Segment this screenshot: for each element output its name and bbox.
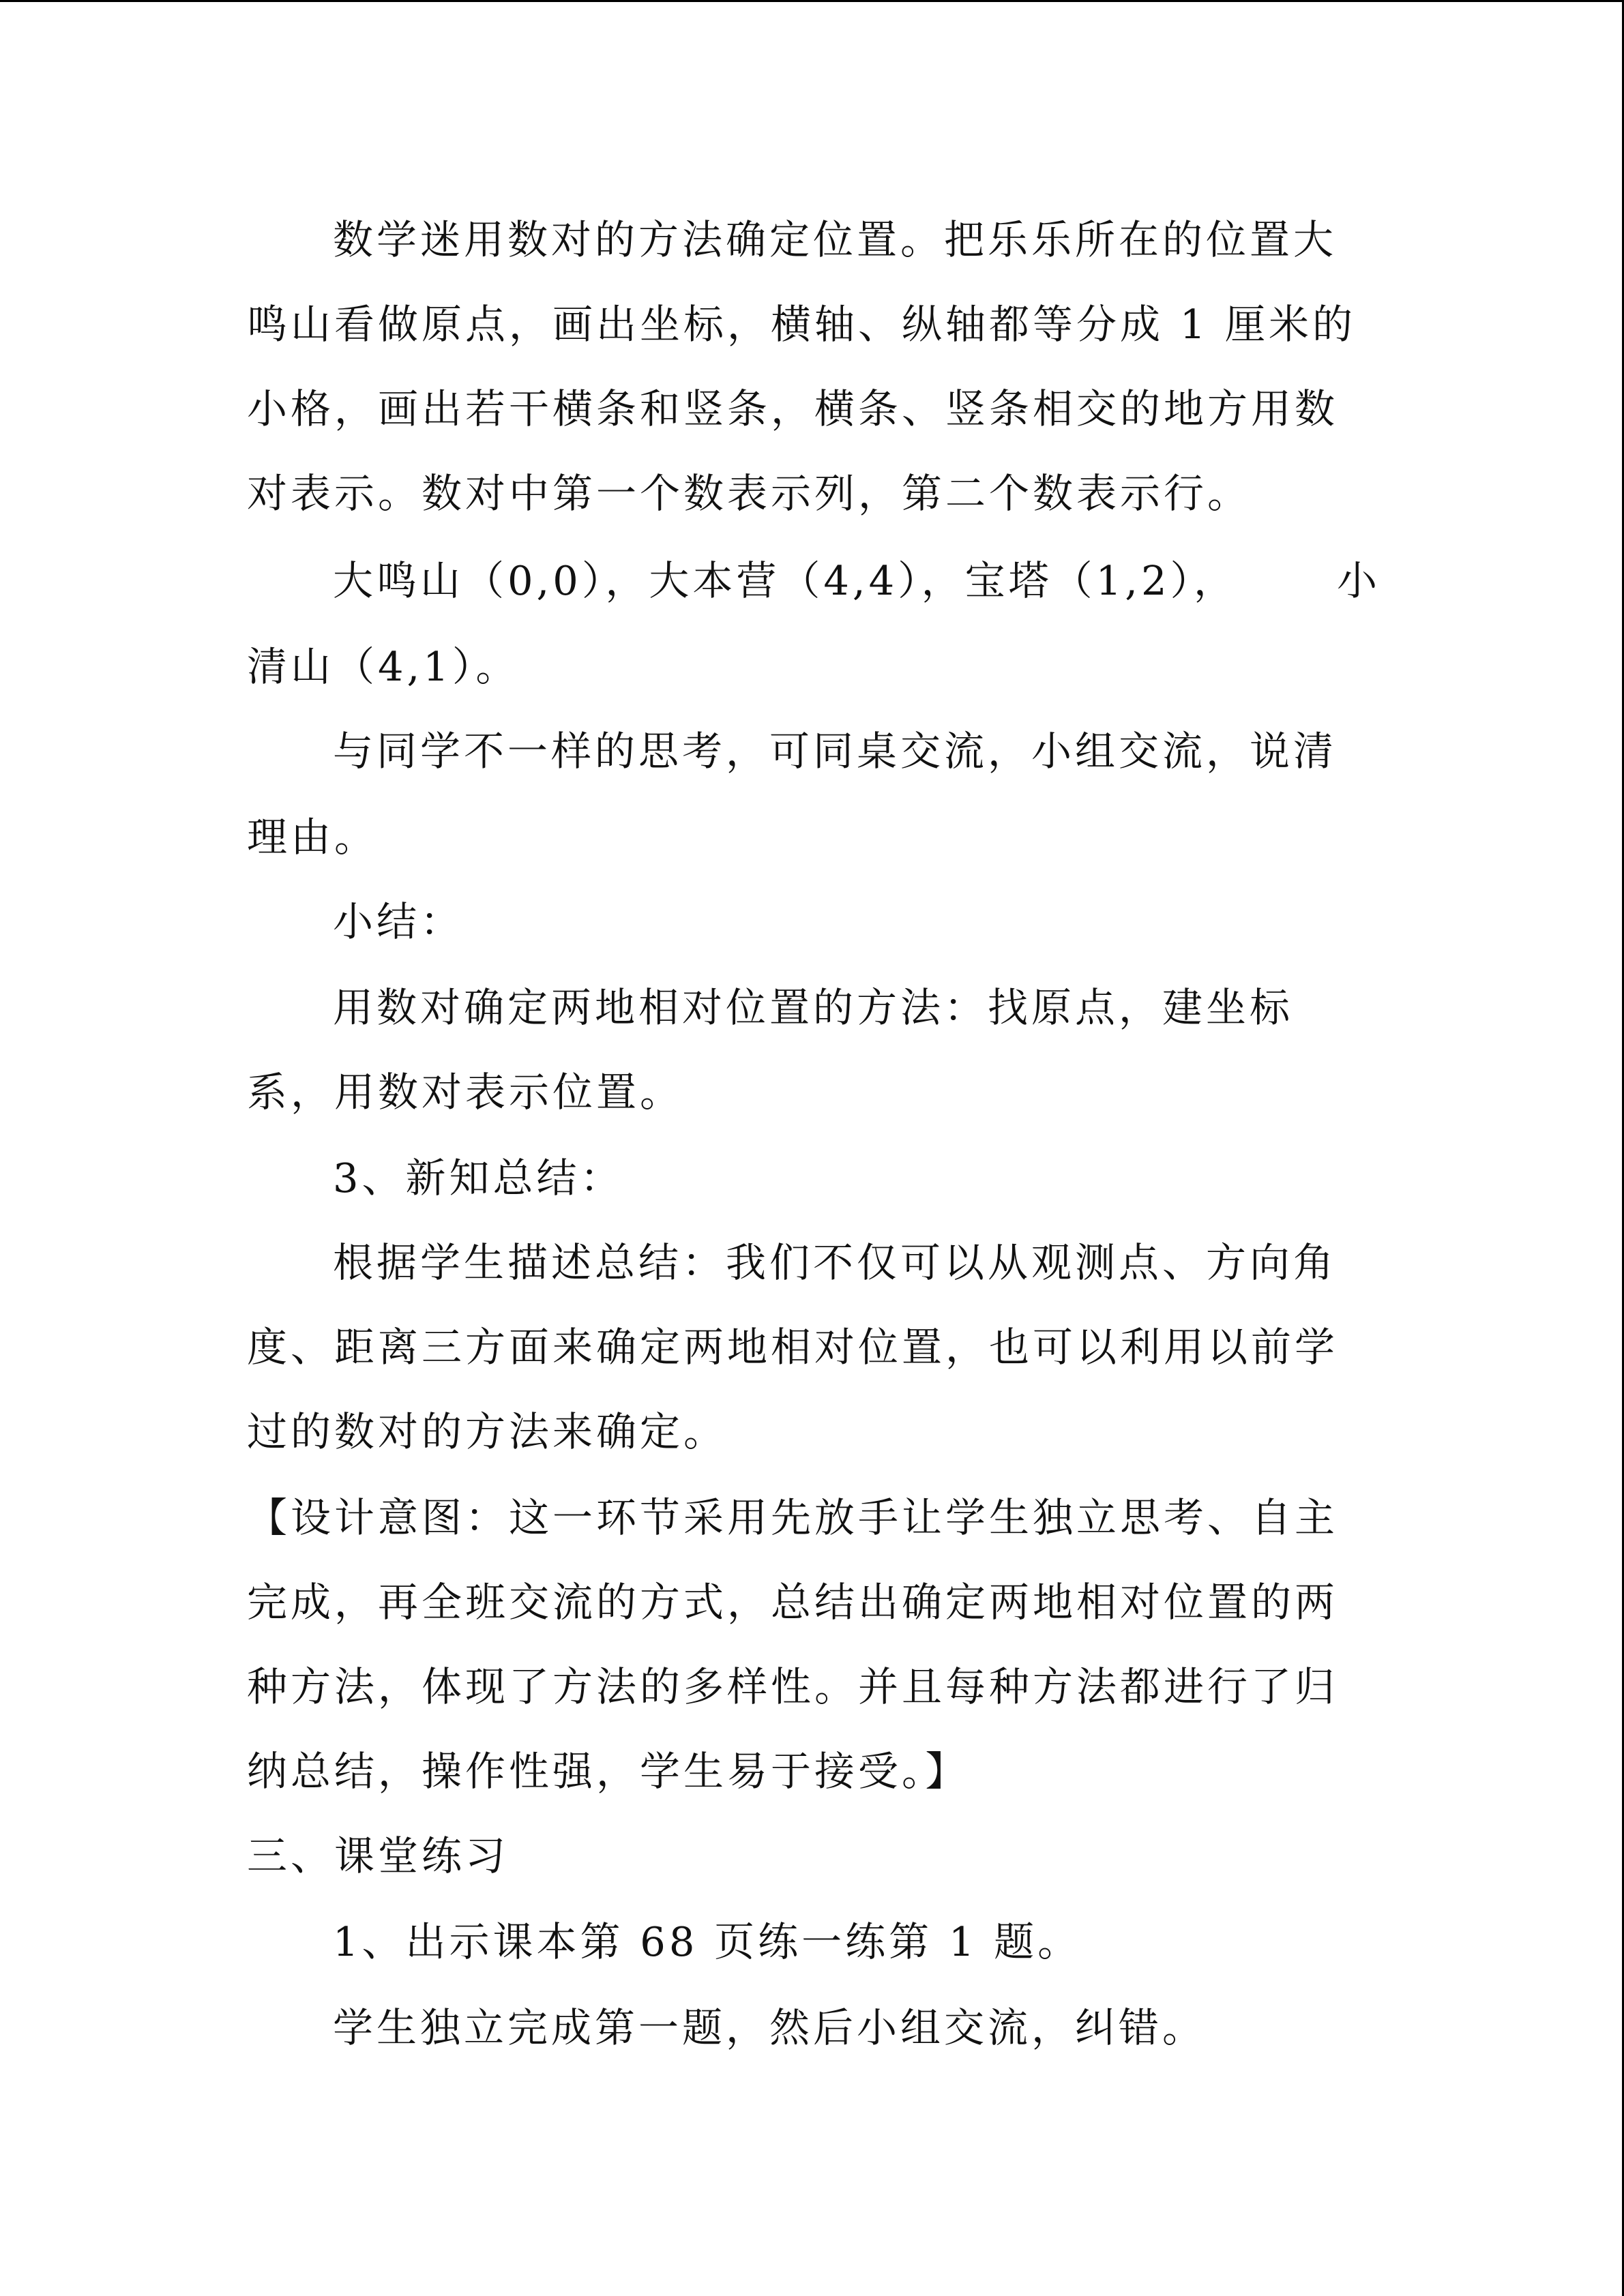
text-line: 系，用数对表示位置。 [247,1069,684,1116]
text-line: 与同学不一样的思考，可同桌交流，小组交流，说清 [333,728,1338,775]
text-line: 纳总结，操作性强，学生易于接受。】 [247,1748,969,1795]
text-line: 鸣山看做原点，画出坐标，横轴、纵轴都等分成 1 厘米的 [247,301,1357,348]
text-line: 用数对确定两地相对位置的方法：找原点，建坐标 [333,984,1294,1031]
text-line: 【设计意图：这一环节采用先放手让学生独立思考、自主 [247,1494,1339,1541]
section-heading: 三、课堂练习 [247,1832,510,1879]
text-line: 种方法，体现了方法的多样性。并且每种方法都进行了归 [247,1663,1339,1710]
text-line: 小结： [333,898,464,945]
page-top-border [0,0,1624,2]
text-line: 小格，画出若干横条和竖条，横条、竖条相交的地方用数 [247,385,1339,432]
text-line: 小 [1337,557,1381,604]
text-line: 3、新知总结： [333,1154,624,1202]
text-line: 理由。 [247,814,379,861]
text-line: 完成，再全班交流的方式，总结出确定两地相对位置的两 [247,1579,1339,1626]
text-line: 根据学生描述总结：我们不仅可以从观测点、方向角 [333,1239,1338,1286]
text-line: 1、出示课本第 68 页练一练第 1 题。 [333,1918,1082,1965]
text-line: 过的数对的方法来确定。 [247,1408,728,1455]
text-line: 清山（4,1）。 [247,643,520,690]
text-line: 大鸣山（0,0），大本营（4,4），宝塔（1,2）， [333,557,1237,604]
text-line: 学生独立完成第一题，然后小组交流，纠错。 [333,2004,1207,2051]
text-line: 度、距离三方面来确定两地相对位置，也可以利用以前学 [247,1324,1339,1371]
text-line: 对表示。数对中第一个数表示列，第二个数表示行。 [247,470,1252,517]
text-line: 数学迷用数对的方法确定位置。把乐乐所在的位置大 [333,216,1338,263]
